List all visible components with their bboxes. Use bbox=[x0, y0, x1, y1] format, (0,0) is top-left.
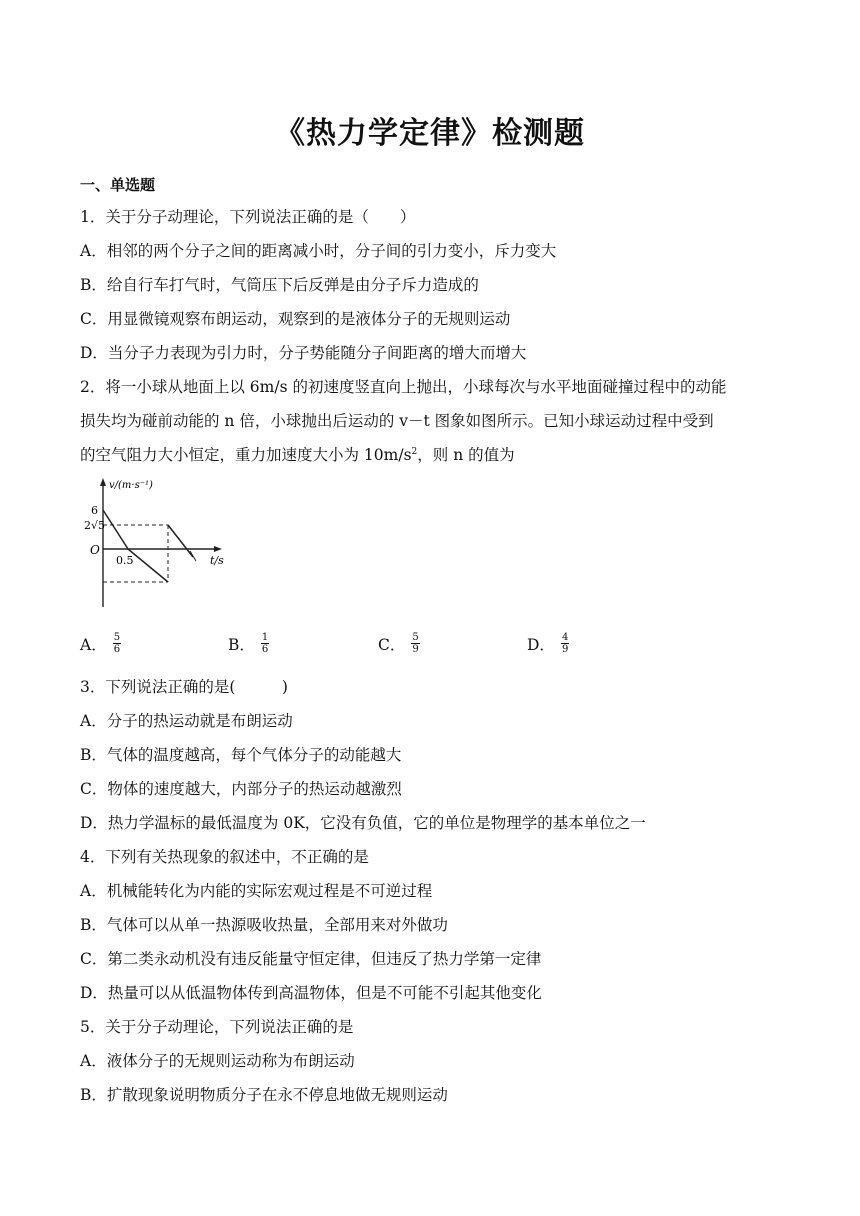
q5-option-a: A．液体分子的无规则运动称为布朗运动 bbox=[80, 1052, 355, 1070]
q2-option-b bbox=[228, 632, 269, 655]
q2-option-d bbox=[527, 632, 569, 655]
q2-option-c-fraction bbox=[411, 632, 419, 655]
q3-option-b: B．气体的温度越高，每个气体分子的动能越大 bbox=[80, 746, 402, 764]
q2-option-c bbox=[378, 632, 420, 655]
vt-graph-figure bbox=[78, 472, 228, 612]
q2-option-a-den: 6 bbox=[113, 644, 121, 655]
q2-stem-line2: 损失均为碰前动能的 n 倍，小球抛出后运动的 v－t 图象如图所示。已知小球运动过程中受到 bbox=[80, 412, 714, 430]
q1-option-b: B．给自行车打气时，气筒压下后反弹是由分子斥力造成的 bbox=[80, 276, 479, 294]
q2-option-c-num: 5 bbox=[412, 632, 419, 643]
q4-option-d: D．热量可以从低温物体传到高温物体，但是不可能不引起其他变化 bbox=[80, 984, 542, 1002]
graph-line-bounce bbox=[168, 525, 193, 557]
q2-options bbox=[80, 632, 640, 666]
q2-option-b-fraction bbox=[261, 632, 269, 655]
q5-stem: 5．关于分子动理论，下列说法正确的是 bbox=[80, 1018, 354, 1036]
x-axis-label: t/s bbox=[210, 554, 224, 567]
q3-option-d: D．热力学温标的最低温度为 0K，它没有负值，它的单位是物理学的基本单位之一 bbox=[80, 814, 646, 832]
q3-option-a: A．分子的热运动就是布朗运动 bbox=[80, 712, 293, 730]
tick-label-05: 0.5 bbox=[116, 554, 134, 567]
q2-option-b-label: B． bbox=[228, 635, 255, 654]
origin-label: O bbox=[90, 543, 100, 557]
q1-option-a: A．相邻的两个分子之间的距离减小时，分子间的引力变小，斥力变大 bbox=[80, 242, 557, 260]
tick-label-2r5: 2√5 bbox=[84, 519, 106, 532]
q2-option-a-num: 5 bbox=[113, 632, 121, 643]
q2-option-d-fraction bbox=[561, 632, 569, 655]
q2-stem-line3-b: ，则 n 的值为 bbox=[417, 446, 515, 464]
q5-option-b: B．扩散现象说明物质分子在永不停息地做无规则运动 bbox=[80, 1086, 448, 1104]
q2-option-a bbox=[80, 632, 121, 655]
tick-label-6: 6 bbox=[91, 504, 98, 517]
section-heading: 一、单选题 bbox=[80, 176, 156, 194]
q2-stem-sup: 2 bbox=[411, 446, 418, 457]
x-axis-arrow bbox=[214, 546, 222, 552]
graph-line-tail bbox=[190, 551, 196, 561]
y-axis-label: v/(m·s⁻¹) bbox=[109, 480, 153, 491]
q4-option-c: C．第二类永动机没有违反能量守恒定律，但违反了热力学第一定律 bbox=[80, 950, 542, 968]
q2-option-c-den: 9 bbox=[412, 644, 419, 655]
graph-line-rise bbox=[103, 510, 128, 549]
q2-stem-line3 bbox=[80, 443, 515, 465]
q2-option-a-fraction bbox=[113, 632, 121, 655]
q2-option-d-num: 4 bbox=[561, 632, 569, 643]
q4-stem: 4．下列有关热现象的叙述中，不正确的是 bbox=[80, 848, 369, 866]
q2-option-d-label: D． bbox=[527, 635, 555, 654]
q2-stem-line3-a: 的空气阻力大小恒定，重力加速度大小为 10m/s bbox=[80, 446, 412, 464]
q1-option-c: C．用显微镜观察布朗运动，观察到的是液体分子的无规则运动 bbox=[80, 310, 511, 328]
q1-option-d: D．当分子力表现为引力时，分子势能随分子间距离的增大而增大 bbox=[80, 344, 527, 362]
q3-option-c: C．物体的速度越大，内部分子的热运动越激烈 bbox=[80, 780, 402, 798]
graph-line-fall bbox=[128, 549, 168, 582]
q3-stem: 3．下列说法正确的是( ) bbox=[80, 678, 288, 696]
q2-option-b-den: 6 bbox=[261, 644, 269, 655]
q4-option-a: A．机械能转化为内能的实际宏观过程是不可逆过程 bbox=[80, 882, 433, 900]
q2-option-c-label: C． bbox=[378, 635, 406, 654]
q4-option-b: B．气体可以从单一热源吸收热量，全部用来对外做功 bbox=[80, 916, 448, 934]
page-title: 《热力学定律》检测题 bbox=[275, 116, 585, 151]
q2-option-b-num: 1 bbox=[261, 632, 269, 643]
y-axis-arrow bbox=[100, 478, 106, 486]
q2-option-a-label: A． bbox=[80, 635, 107, 654]
q2-stem-line1: 2．将一小球从地面上以 6m/s 的初速度竖直向上抛出，小球每次与水平地面碰撞过程中的动能 bbox=[80, 378, 727, 396]
q1-stem: 1．关于分子动理论，下列说法正确的是（ ） bbox=[80, 208, 416, 226]
q2-option-d-den: 9 bbox=[561, 644, 569, 655]
